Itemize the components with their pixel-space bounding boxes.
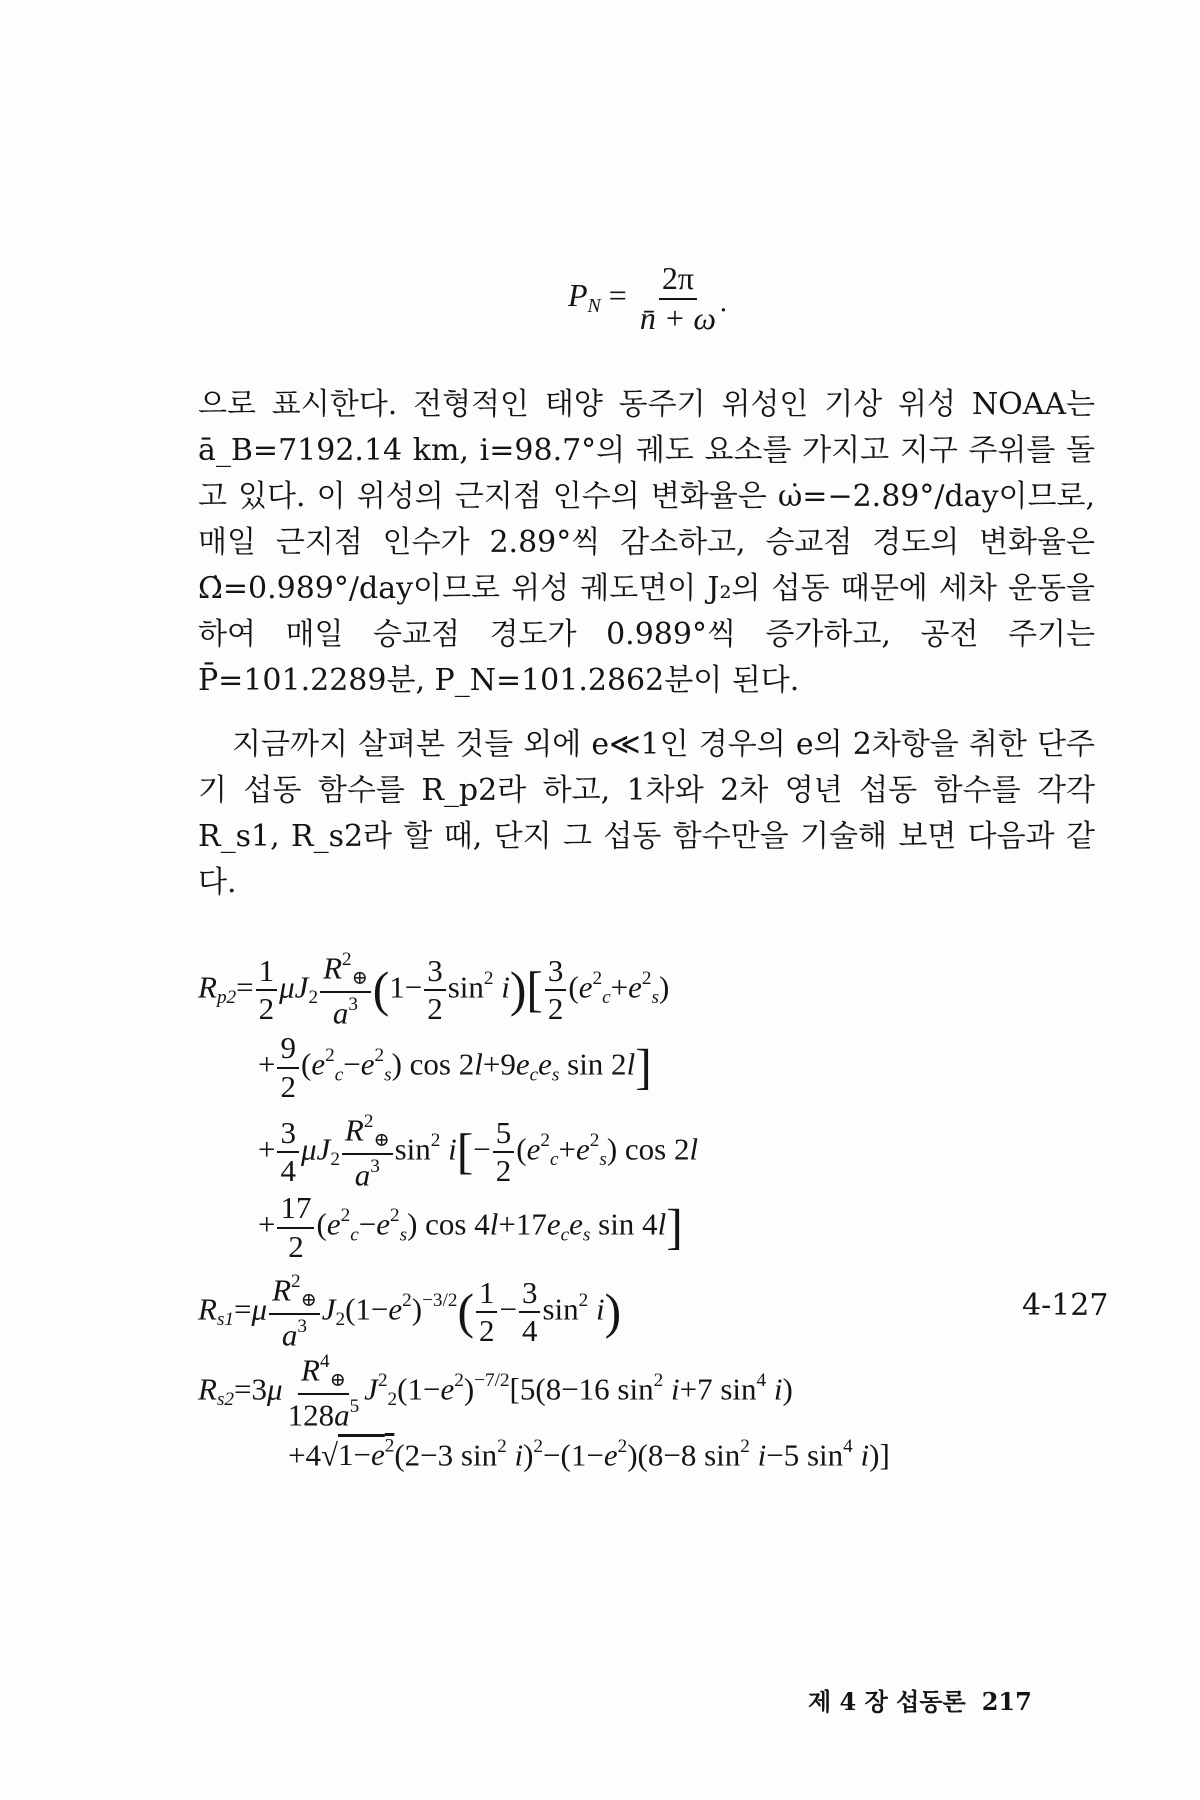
chapter-title: 제 4 장 섭동론 [808,1687,966,1716]
page-footer [808,1682,1032,1717]
period-fraction [637,262,719,335]
equation-line-rp2-end: + $\frac{17}{2}$ $(e^2_c-e^2_s)$ $\cos 4l+17e_ce_s$ sin 4l] [258,1190,683,1264]
period-equation: $P_N$ = $\frac{2\pi}{n̄ + \omegȧ}$ [568,262,721,335]
equation-line-rs2: $R_{s2}=3\mu$ $\frac{R^4_\oplus}{128a^5}$ $J^2_2(1-e^2)^{-7/2}[5(8-16$ $\sin^2 i+7$ $\sin^4 i$) [198,1351,793,1433]
equation-number: 4-127 [1022,1288,1109,1323]
fraction-denominator: n̄ + ω̇ [639,299,717,336]
equation-lhs: P [568,276,588,313]
equation-lhs-subscript: N [587,294,601,317]
paragraph-perturbation: 지금까지 살펴본 것들 외에 e≪1인 경우의 e의 2차항을 취한 단주기 섭동 함수를 R_p2라 하고, 1차와 2차 영년 섭동 함수를 각각 R_s1, R_s2라 할 때, 단지 그 섭동 함수만을 기술해 보면 다음과 같다. [198,727,1095,900]
equation-line-rp2: $R_{p2}=$ $\frac{1}{2}$ $\mu J_2$ $\frac{R^2_\oplus}{a^3}$ (1− $\frac{3}{2}$ $\sin^2 i$)[ $\frac{3}{2}$ $(e^2_c+e^2_s)$ [198,949,670,1031]
equation-line-rp2-second: + $\frac{3}{4}$ $\mu J_2$ $\frac{R^2_\oplus}{a^3}$ $\sin^2 i[-$ $\frac{5}{2}$ $(e^2_c+e^2_s)$ cos 2l [258,1111,699,1193]
equation-line-rs1: $R_{s1}=\mu$ $\frac{R^2_\oplus}{a^3}$ $J_2(1-e^2)^{-3/2}$( $\frac{1}{2}$ − $\frac{3}{4}$ $\sin^2 i$) [198,1271,622,1353]
equation-line-rp2-cont: + $\frac{9}{2}$ $(e^2_c-e^2_s)$ $\cos 2l+9e_ce_s$ sin 2l] [258,1030,652,1104]
page-number: 217 [981,1687,1032,1716]
paragraph-noaa: 으로 표시한다. 전형적인 태양 동주기 위성인 기상 위성 NOAA는 ā_B=7192.14 km, i=98.7°의 궤도 요소를 가지고 지구 주위를 돌고 있다. 이 위성의 근지점 인수의 변화율은 ω̇=−2.89°/day이므로, 매일 근지점 인수가 2.89°씩 감소하고, 승교점 경도의 변화율은 Ω̇=0.989°/day이므로 위성 궤도면이 J₂의 섭동 때문에 세차 운동을 하여 매일 승교점 경도가 0.989°씩 증가하고, 공전 주기는 P̄=101.2289분, P_N=101.2862분이 된다. [198,387,1095,698]
equation-line-rs2-cont: $+4√1-e^2(2-3$ $\sin^2 i)^2-(1-e^2)(8-8$ $\sin^2 i-5$ $\sin^4 i$)] [288,1436,890,1473]
fraction-numerator: 2π [659,262,697,300]
